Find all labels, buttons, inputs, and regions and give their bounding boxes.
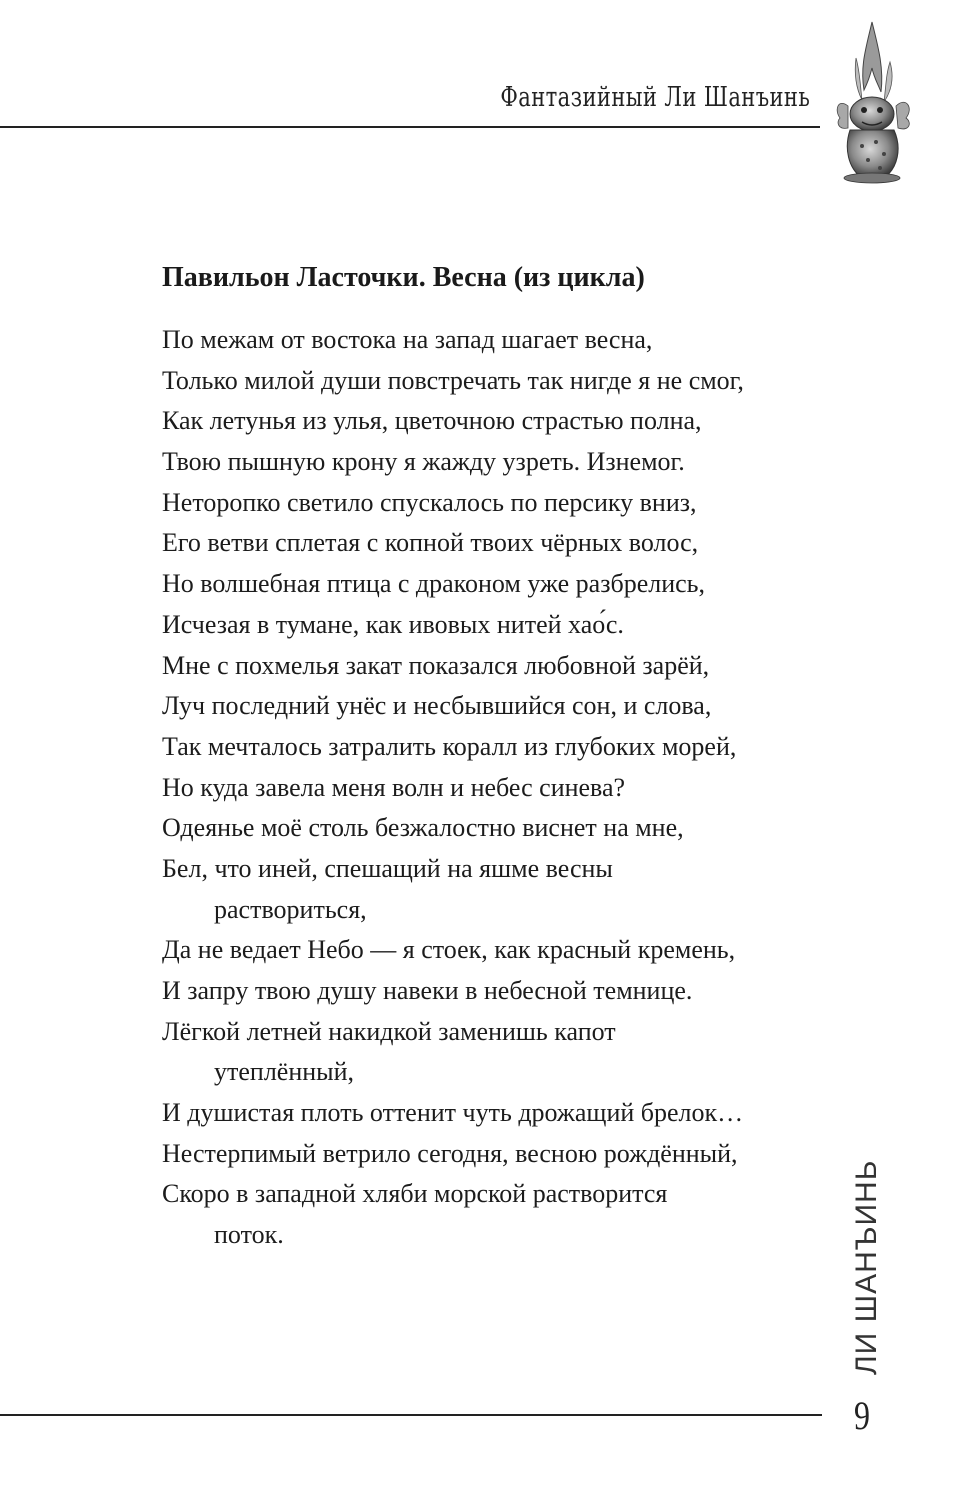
running-header-title: Фантазийный Ли Шанъинь [500,82,810,113]
dragon-figurine-icon [826,18,918,184]
poem-line: По межам от востока на запад шагает весна, [162,325,653,354]
poem-line: И душистая плоть оттенит чуть дрожащий брелок… [162,1098,744,1128]
poem-line: Исчезая в тумане, как ивовых нитей хао́с. [162,609,624,639]
poem-line-continuation: поток. [214,1220,284,1250]
page-number: 9 [854,1393,870,1438]
poem-line-continuation: раствориться, [214,894,367,924]
poem-line: Твою пышную крону я жажду узреть. Изнемог. [162,447,685,477]
poem-line: Как летунья из улья, цветочною страстью полна, [162,406,702,436]
poem-line: Так мечталось затралить коралл из глубоких морей, [162,731,737,761]
poem-line: И запру твою душу навеки в небесной темнице. [162,976,693,1005]
side-author-label: ЛИ ШАНЪИНЬ [850,1159,883,1375]
poem-line: Мне с похмелья закат показался любовной зарёй, [162,650,710,680]
poem-line: Одеянье моё столь безжалостно виснет на мне, [162,813,684,843]
header-rule [0,126,820,128]
poem-title: Павильон Ласточки. Весна (из цикла) [162,262,645,293]
footer-rule [0,1414,822,1416]
poem-line: Да не ведает Небо — я стоек, как красный кремень, [162,935,736,965]
poem-line: Его ветви сплетая с копной твоих чёрных волос, [162,528,699,558]
poem-line: Нестерпимый ветрило сегодня, весною рождённый, [162,1138,738,1168]
poem-line: Только милой души повстречать так нигде я не смог, [162,365,744,395]
poem-line: Но куда завела меня волн и небес синева? [162,772,626,802]
poem-line: Лёгкой летней накидкой заменишь капот [162,1016,616,1046]
poem-line: Скоро в западной хляби морской растворится [162,1179,668,1209]
poem-line-continuation: утеплённый, [214,1057,355,1087]
poem-line: Но волшебная птица с драконом уже разбрелись, [162,569,706,599]
poem-line: Бел, что иней, спешащий на яшме весны [162,853,613,883]
poem-line: Неторопко светило спускалось по персику вниз, [162,487,697,517]
poem-text [162,320,842,1256]
poem-line: Луч последний унёс и несбывшийся сон, и слова, [162,691,712,721]
